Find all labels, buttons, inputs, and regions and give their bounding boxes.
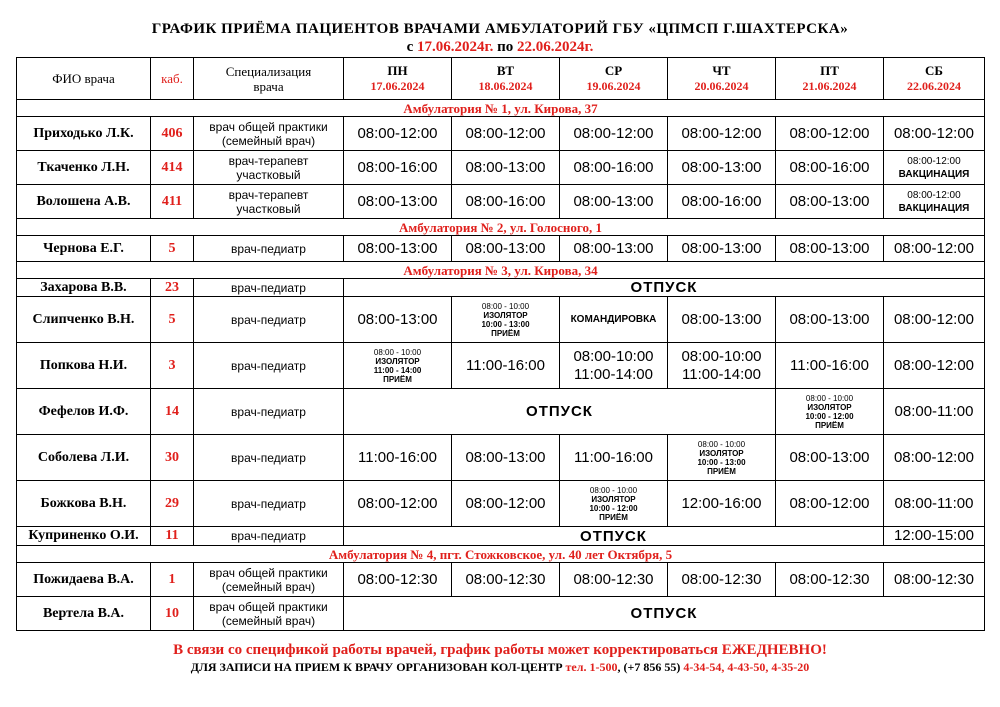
notice: В связи со спецификой работы врачей, график работы может корректироваться ЕЖЕДНЕВНО!: [173, 642, 827, 658]
call-center-tel: тел. 1-500: [565, 660, 618, 674]
cabinet-number: 406: [151, 117, 194, 151]
doctor-name: Попкова Н.И.: [17, 343, 151, 389]
time-line: 08:00-10:00: [681, 347, 762, 365]
specialization: [194, 563, 344, 597]
cabinet-number: 5: [151, 297, 194, 343]
time-cell: 12:00-15:00: [884, 527, 985, 546]
isolator-cell: [668, 435, 776, 481]
spec-line: врач общей практики: [209, 565, 328, 580]
time-cell: 08:00-12:00: [344, 117, 452, 151]
time-cell: 08:00-11:00: [884, 389, 985, 435]
specialization: [194, 117, 344, 151]
time-cell: 08:00-13:00: [668, 236, 776, 262]
day-date: 22.06.2024: [907, 79, 961, 93]
vac-time: 08:00-12:00: [907, 155, 961, 167]
table-row: [17, 117, 985, 151]
schedule-table: [16, 57, 985, 631]
izol-time: 08:00 - 10:00: [805, 393, 854, 403]
izol-label: ИЗОЛЯТОР: [807, 402, 852, 412]
time-cell: 08:00-13:00: [560, 236, 668, 262]
doctor-name: Ткаченко Л.Н.: [17, 151, 151, 185]
specialization: врач-педиатр: [194, 297, 344, 343]
specialization: [194, 185, 344, 219]
day-label: ПТ: [820, 63, 839, 78]
table-row: [17, 597, 985, 631]
time-cell: 08:00-16:00: [776, 151, 884, 185]
izol-time: 08:00 - 10:00: [697, 439, 746, 449]
table-row: [17, 389, 985, 435]
header-name: ФИО врача: [17, 58, 151, 100]
time-cell: 08:00-12:00: [344, 481, 452, 527]
time-cell: 08:00-12:00: [452, 481, 560, 527]
from-date: 17.06.2024г.: [417, 39, 494, 55]
time-line: 11:00-14:00: [574, 365, 653, 383]
time-cell: 08:00-12:00: [452, 117, 560, 151]
izol-time: 08:00 - 10:00: [589, 485, 638, 495]
day-date: 18.06.2024: [478, 79, 533, 93]
table-row: [17, 185, 985, 219]
cabinet-number: 411: [151, 185, 194, 219]
isolator-cell: [452, 297, 560, 343]
table-row: [17, 563, 985, 597]
time-cell: 08:00-16:00: [560, 151, 668, 185]
time-cell: 08:00-12:00: [560, 117, 668, 151]
cabinet-number: 11: [151, 527, 194, 546]
doctor-name: Слипченко В.Н.: [17, 297, 151, 343]
vac-time: 08:00-12:00: [907, 189, 961, 201]
time-cell: 08:00-12:30: [344, 563, 452, 597]
time-cell: 11:00-16:00: [452, 343, 560, 389]
time-cell: 08:00-13:00: [776, 185, 884, 219]
vac-label: ВАКЦИНАЦИЯ: [898, 168, 970, 180]
day-label: СР: [604, 63, 623, 78]
section-ambulatory-1: Амбулатория № 1, ул. Кирова, 37: [17, 100, 985, 117]
izol-time: 10:00 - 13:00: [697, 457, 746, 467]
spec-line: участковый: [236, 167, 301, 182]
izol-label: ИЗОЛЯТОР: [699, 448, 744, 458]
time-cell: 08:00-13:00: [776, 236, 884, 262]
header-spec-line1: Специализация: [225, 63, 312, 79]
time-cell: 08:00-12:00: [776, 117, 884, 151]
spec-line: (семейный врач): [221, 613, 316, 628]
day-label: СБ: [925, 63, 943, 78]
cabinet-number: 10: [151, 597, 194, 631]
header-day-thu: [668, 58, 776, 100]
vacation-cell: ОТПУСК: [344, 527, 884, 546]
time-cell: 12:00-16:00: [668, 481, 776, 527]
cabinet-number: 23: [151, 279, 194, 297]
time-line: 11:00-14:00: [682, 365, 761, 383]
time-cell: 08:00-12:00: [668, 117, 776, 151]
time-line: 08:00-10:00: [573, 347, 654, 365]
time-cell: 08:00-12:00: [776, 481, 884, 527]
time-cell: 08:00-13:00: [668, 297, 776, 343]
time-cell: 08:00-16:00: [452, 185, 560, 219]
cabinet-number: 14: [151, 389, 194, 435]
section-ambulatory-3: Амбулатория № 3, ул. Кирова, 34: [17, 262, 985, 279]
specialization: врач-педиатр: [194, 527, 344, 546]
doctor-name: Чернова Е.Г.: [17, 236, 151, 262]
time-cell-vaccination: [884, 185, 985, 219]
izol-time: 10:00 - 12:00: [805, 411, 854, 421]
vacation-cell: ОТПУСК: [344, 597, 985, 631]
time-cell: 08:00-16:00: [344, 151, 452, 185]
specialization: врач-педиатр: [194, 343, 344, 389]
cabinet-number: 30: [151, 435, 194, 481]
time-cell: 11:00-16:00: [776, 343, 884, 389]
day-label: ВТ: [496, 63, 515, 78]
cabinet-number: 3: [151, 343, 194, 389]
spec-line: врач общей практики: [209, 119, 328, 134]
specialization: врач-педиатр: [194, 481, 344, 527]
isolator-cell: [776, 389, 884, 435]
izol-time: 08:00 - 10:00: [481, 301, 530, 311]
day-label: ПН: [387, 63, 408, 78]
izol-time: 10:00 - 13:00: [481, 319, 530, 329]
page-title: ГРАФИК ПРИЁМА ПАЦИЕНТОВ ВРАЧАМИ АМБУЛАТОРИЙ ГБУ «ЦПМСП Г.ШАХТЕРСКА»: [151, 21, 849, 37]
table-row: [17, 435, 985, 481]
day-date: 19.06.2024: [586, 79, 641, 93]
table-row: [17, 236, 985, 262]
spec-line: врач-терапевт: [228, 153, 309, 168]
spec-line: участковый: [236, 201, 301, 216]
table-row: [17, 297, 985, 343]
izol-label: ИЗОЛЯТОР: [591, 494, 636, 504]
time-cell: 08:00-13:00: [560, 185, 668, 219]
doctor-name: Волошена А.В.: [17, 185, 151, 219]
time-cell: 08:00-12:30: [776, 563, 884, 597]
doctor-name: Пожидаева В.А.: [17, 563, 151, 597]
specialization: врач-педиатр: [194, 236, 344, 262]
time-cell: 08:00-13:00: [452, 151, 560, 185]
time-cell: 08:00-13:00: [344, 185, 452, 219]
day-date: 20.06.2024: [694, 79, 749, 93]
time-cell: 08:00-12:00: [884, 343, 985, 389]
to-date: 22.06.2024г.: [517, 39, 594, 55]
vac-label: ВАКЦИНАЦИЯ: [898, 202, 970, 214]
header-row: [17, 58, 985, 100]
time-cell: 08:00-12:30: [884, 563, 985, 597]
time-cell: 08:00-13:00: [776, 435, 884, 481]
time-cell: 08:00-13:00: [776, 297, 884, 343]
table-row: [17, 527, 985, 546]
izol-label: ИЗОЛЯТОР: [375, 356, 420, 366]
specialization: врач-педиатр: [194, 435, 344, 481]
header-day-sat: [884, 58, 985, 100]
isolator-cell: [344, 343, 452, 389]
time-cell: 08:00-12:00: [884, 236, 985, 262]
header-day-fri: [776, 58, 884, 100]
time-cell: 08:00-12:00: [884, 297, 985, 343]
priem-label: ПРИЁМ: [383, 374, 412, 384]
time-cell: [560, 343, 668, 389]
doctor-name: Божкова В.Н.: [17, 481, 151, 527]
day-date: 17.06.2024: [370, 79, 425, 93]
cabinet-number: 1: [151, 563, 194, 597]
spec-line: (семейный врач): [221, 579, 316, 594]
from-label: с: [406, 39, 414, 55]
header-day-mon: [344, 58, 452, 100]
vacation-cell: ОТПУСК: [344, 279, 985, 297]
cabinet-number: 414: [151, 151, 194, 185]
specialization: [194, 151, 344, 185]
isolator-cell: [560, 481, 668, 527]
izol-time: 08:00 - 10:00: [373, 347, 422, 357]
priem-label: ПРИЁМ: [491, 328, 520, 338]
doctor-name: Вертела В.А.: [17, 597, 151, 631]
time-cell: 08:00-13:00: [668, 151, 776, 185]
doctor-name: Фефелов И.Ф.: [17, 389, 151, 435]
time-cell: 08:00-11:00: [884, 481, 985, 527]
time-cell: 08:00-13:00: [452, 236, 560, 262]
header-spec-line2: врача: [253, 78, 284, 94]
time-cell: 08:00-12:00: [884, 117, 985, 151]
date-range: [0, 39, 1000, 56]
time-cell: 08:00-12:30: [452, 563, 560, 597]
spec-line: врач общей практики: [209, 599, 328, 614]
izol-label: ИЗОЛЯТОР: [483, 310, 528, 320]
izol-time: 11:00 - 14:00: [373, 365, 422, 375]
table-row: [17, 343, 985, 389]
time-cell: 08:00-13:00: [452, 435, 560, 481]
header-day-wed: [560, 58, 668, 100]
day-date: 21.06.2024: [802, 79, 857, 93]
priem-label: ПРИЁМ: [599, 512, 628, 522]
to-label: по: [497, 39, 514, 55]
time-cell: 11:00-16:00: [344, 435, 452, 481]
table-row: [17, 151, 985, 185]
doctor-name: Куприненко О.И.: [17, 527, 151, 546]
day-label: ЧТ: [712, 63, 731, 78]
call-center-numbers: 4-34-54, 4-43-50, 4-35-20: [683, 660, 810, 674]
cabinet-number: 29: [151, 481, 194, 527]
vacation-cell: ОТПУСК: [344, 389, 776, 435]
time-cell: 08:00-16:00: [668, 185, 776, 219]
time-cell: 08:00-13:00: [344, 236, 452, 262]
spec-line: (семейный врач): [221, 133, 316, 148]
time-cell: 08:00-12:30: [560, 563, 668, 597]
time-cell: 08:00-12:00: [884, 435, 985, 481]
call-center-info: ДЛЯ ЗАПИСИ НА ПРИЕМ К ВРАЧУ ОРГАНИЗОВАН КОЛ-ЦЕНТР тел. 1-500, (+7 856 55) 4-34-54, 4-43-50, 4-35-20: [190, 660, 810, 674]
header-spec: [194, 58, 344, 100]
section-ambulatory-2: Амбулатория № 2, ул. Голосного, 1: [17, 219, 985, 236]
doctor-name: Соболева Л.И.: [17, 435, 151, 481]
specialization: врач-педиатр: [194, 279, 344, 297]
time-cell: 08:00-13:00: [344, 297, 452, 343]
specialization: врач-педиатр: [194, 389, 344, 435]
table-row: [17, 279, 985, 297]
section-ambulatory-4: Амбулатория № 4, пгт. Стожковское, ул. 40 лет Октября, 5: [17, 546, 985, 563]
doctor-name: Захарова В.В.: [17, 279, 151, 297]
header-cab: каб.: [151, 58, 194, 100]
call-center-text: ДЛЯ ЗАПИСИ НА ПРИЕМ К ВРАЧУ ОРГАНИЗОВАН КОЛ-ЦЕНТР: [190, 660, 563, 674]
business-trip-cell: КОМАНДИРОВКА: [560, 297, 668, 343]
call-center-code: (+7 856 55): [623, 660, 681, 674]
specialization: [194, 597, 344, 631]
time-cell: [668, 343, 776, 389]
time-cell: 08:00-12:30: [668, 563, 776, 597]
header-day-tue: [452, 58, 560, 100]
doctor-name: Приходько Л.К.: [17, 117, 151, 151]
spec-line: врач-терапевт: [228, 187, 309, 202]
cabinet-number: 5: [151, 236, 194, 262]
izol-time: 10:00 - 12:00: [589, 503, 638, 513]
priem-label: ПРИЁМ: [707, 466, 736, 476]
time-cell: 11:00-16:00: [560, 435, 668, 481]
priem-label: ПРИЁМ: [815, 420, 844, 430]
time-cell-vaccination: [884, 151, 985, 185]
table-row: [17, 481, 985, 527]
